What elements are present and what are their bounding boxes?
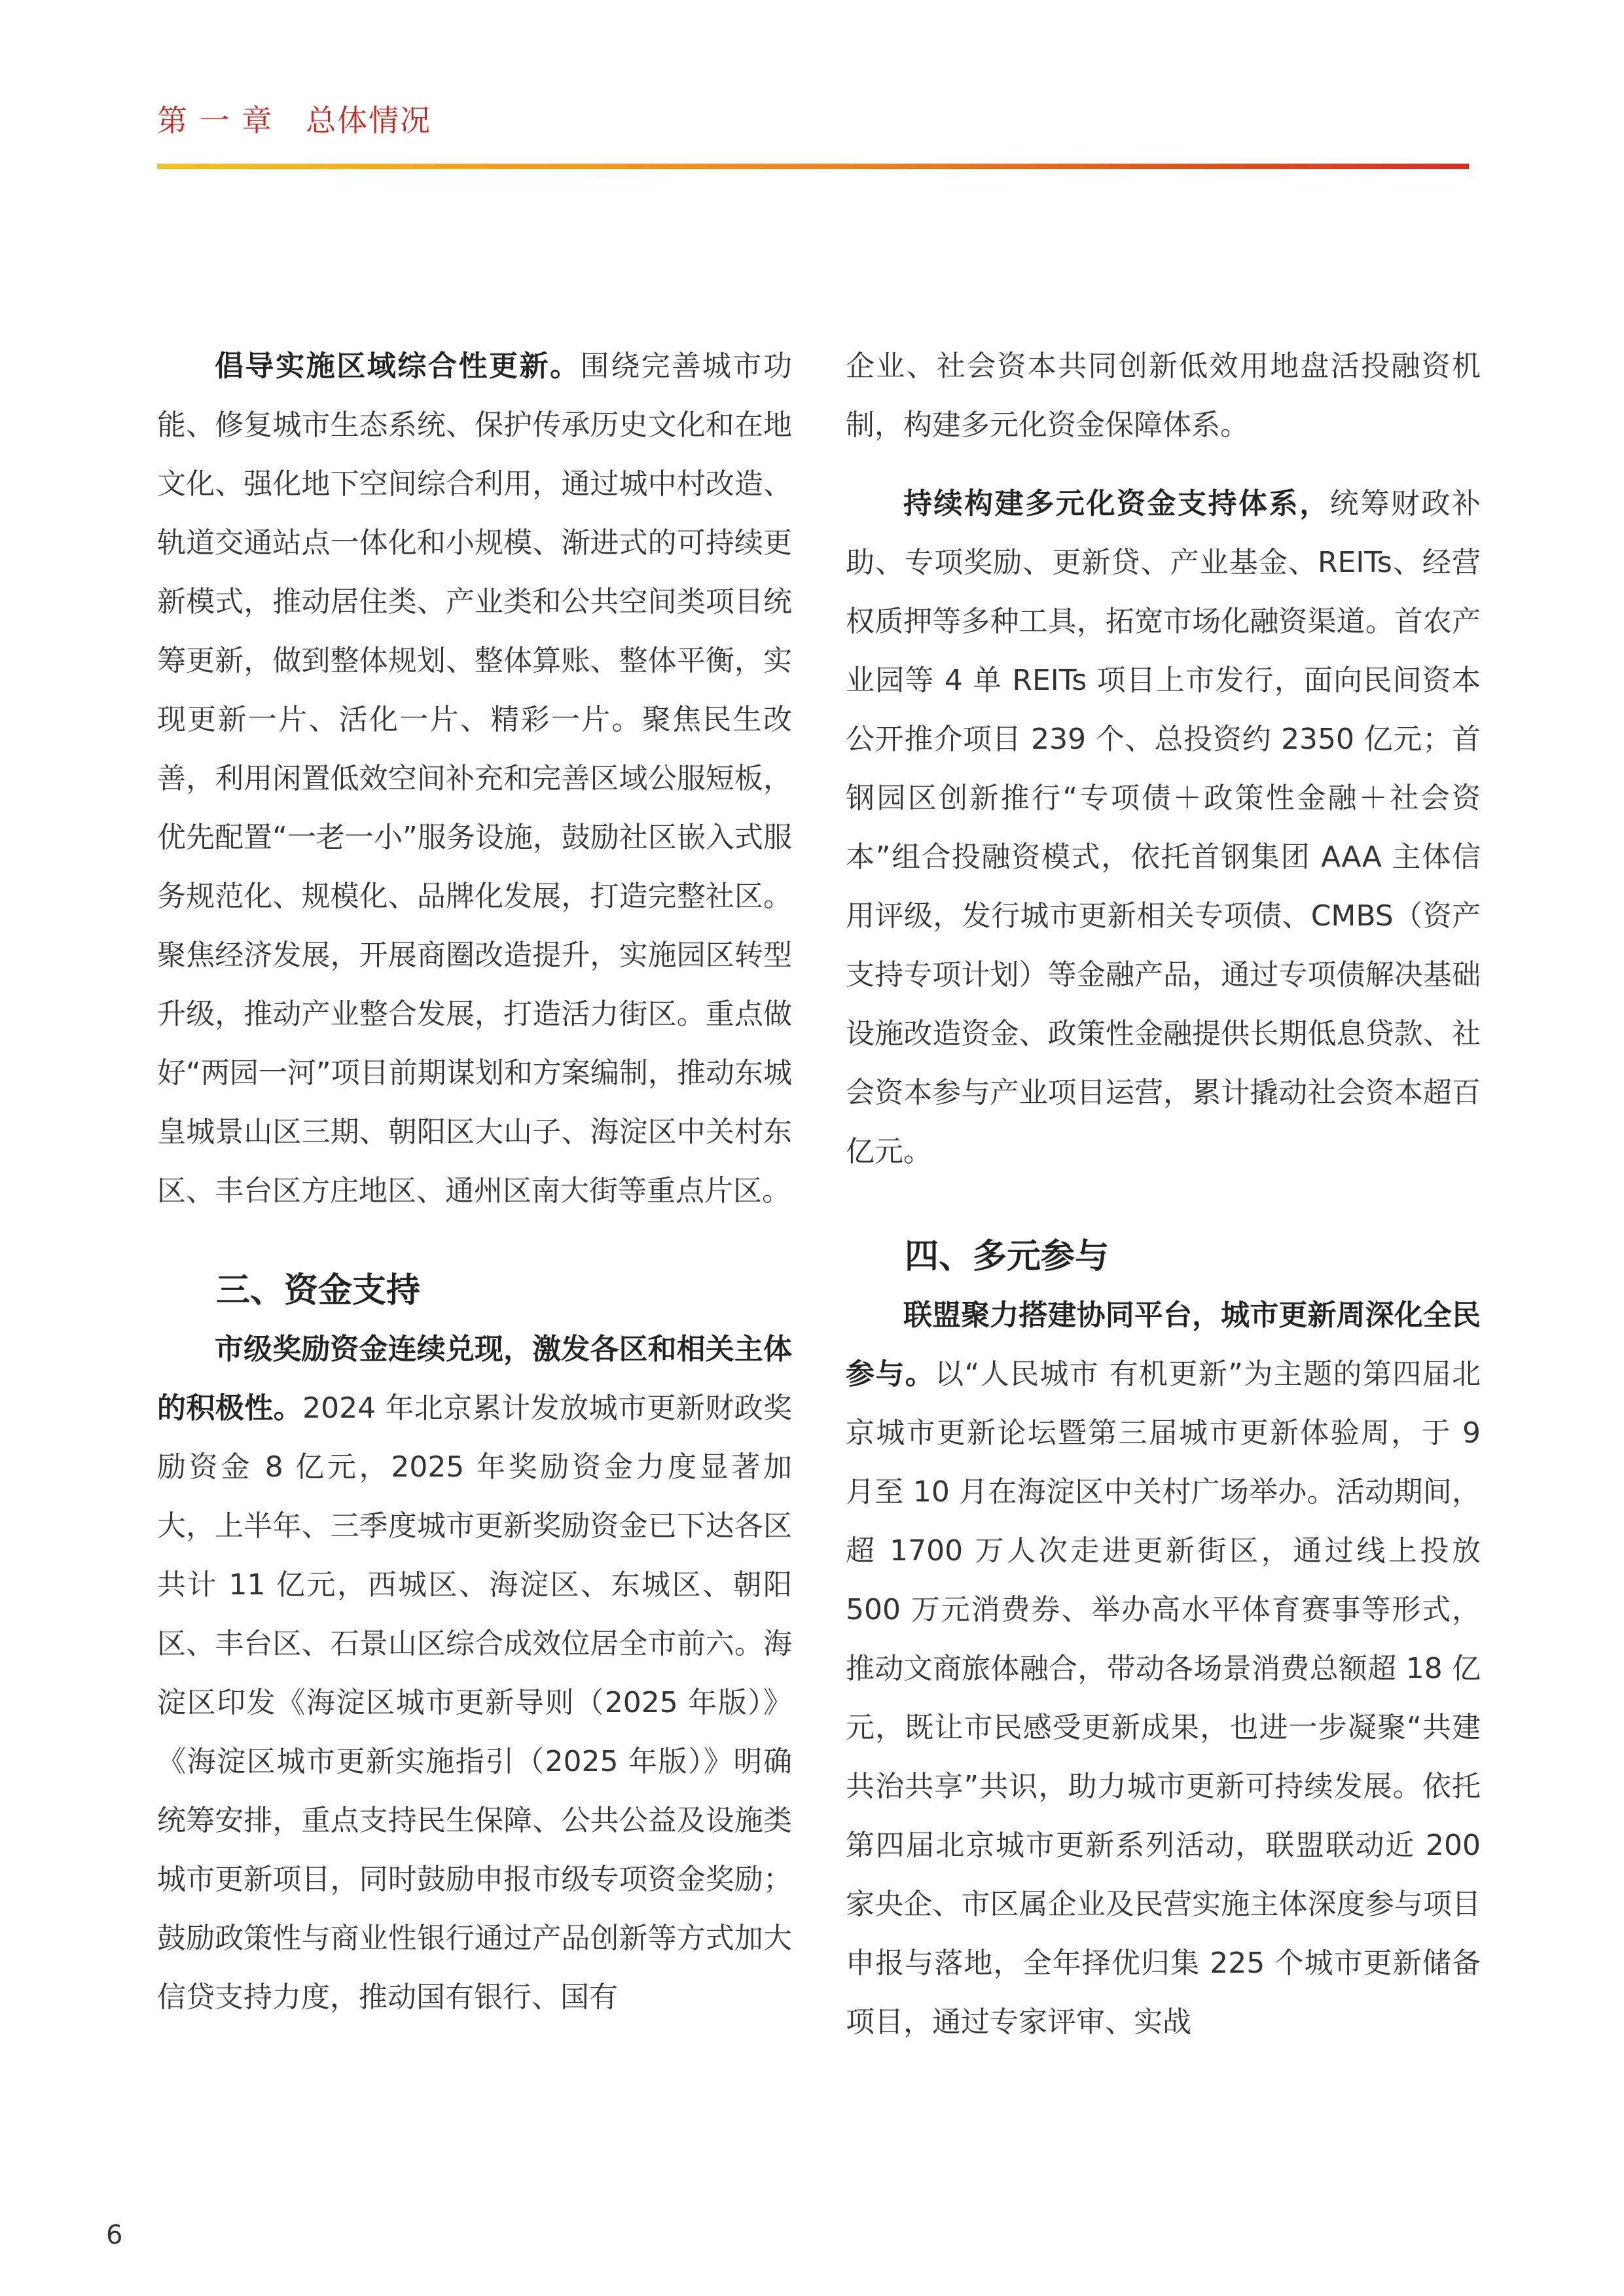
paragraph-text: 统筹财政补助、专项奖励、更新贷、产业基金、REITs、经营权质押等多种工具，拓宽市场化融资渠道。首农产业园等 4 单 REITs 项目上市发行，面向民间资本公开推介项目 239 个、总投资约 2350 亿元；首钢园区创新推行“专项债＋政策性金融＋社会资本”组合投融资模式，依托首钢集团 AAA 主体信用评级，发行城市更新相关专项债、CMBS（资产支持专项计划）等金融产品，通过专项债解决基础设施改造资金、政策性金融提供长期低息贷款、社会资本参与产业项目运营，累计撬动社会资本超百亿元。 <box>846 487 1481 1168</box>
paragraph-lead: 市级奖励资金连续兑现，激发各区和相关主体的积极性。 <box>157 1333 792 1425</box>
paragraph-alliance-platform <box>846 1286 1481 2052</box>
page-number: 6 <box>106 2220 123 2250</box>
paragraph-lead: 联盟聚力搭建协同平台，城市更新周深化全民参与。 <box>846 1299 1481 1391</box>
paragraph-municipal-rewards <box>157 1320 792 2027</box>
paragraph-diversified-funding <box>846 475 1481 1181</box>
paragraph-lead: 持续构建多元化资金支持体系， <box>903 487 1330 520</box>
paragraph-text: 围绕完善城市功能、修复城市生态系统、保护传承历史文化和在地文化、强化地下空间综合利用，通过城中村改造、轨道交通站点一体化和小规模、渐进式的可持续更新模式，推动居住类、产业类和公共空间类项目统筹更新，做到整体规划、整体算账、整体平衡，实现更新一片、活化一片、精彩一片。聚焦民生改善，利用闲置低效空间补充和完善区域公服短板，优先配置“一老一小”服务设施，鼓励社区嵌入式服务规范化、规模化、品牌化发展，打造完整社区。聚焦经济发展，开展商圈改造提升，实施园区转型升级，推动产业整合发展，打造活力街区。重点做好“两园一河”项目前期谋划和方案编制，推动东城皇城景山区三期、朝阳区大山子、海淀区中关村东区、丰台区方庄地区、通州区南大街等重点片区。 <box>157 350 793 1208</box>
paragraph-regional-renewal <box>157 337 792 1221</box>
section-heading-participation: 四、多元参与 <box>905 1237 1110 1276</box>
chapter-title: 第 一 章 总体情况 <box>157 103 432 138</box>
paragraph-continued: 企业、社会资本共同创新低效用地盘活投融资机制，构建多元化资金保障体系。 <box>846 350 1481 442</box>
header-divider <box>157 164 1469 169</box>
paragraph-lead: 倡导实施区域综合性更新。 <box>215 350 581 383</box>
paragraph-text: 2024 年北京累计发放城市更新财政奖励资金 8 亿元，2025 年奖励资金力度显著加大，上半年、三季度城市更新奖励资金已下达各区共计 11 亿元，西城区、海淀区、东城区、朝阳区、丰台区、石景山区综合成效位居全市前六。海淀区印发《海淀区城市更新导则（2025 年版）》《海淀区城市更新实施指引（2025 年版）》明确统筹安排，重点支持民生保障、公共公益及设施类城市更新项目，同时鼓励申报市级专项资金奖励；鼓励政策性与商业性银行通过产品创新等方式加大信贷支持力度，推动国有银行、国有 <box>157 1391 793 2014</box>
right-column <box>846 337 1481 2052</box>
section-heading-funding: 三、资金支持 <box>216 1271 421 1310</box>
left-column <box>157 337 792 2027</box>
paragraph-text: 以“人民城市 有机更新”为主题的第四届北京城市更新论坛暨第三届城市更新体验周，于 9 月至 10 月在海淀区中关村广场举办。活动期间，超 1700 万人次走进更新街区，通过线上投放 500 万元消费券、举办高水平体育赛事等形式，推动文商旅体融合，带动各场景消费总额超 18 亿元，既让市民感受更新成果，也进一步凝聚“共建共治共享”共识，助力城市更新可持续发展。依托第四届北京城市更新系列活动，联盟联动近 200 家央企、市区属企业及民营实施主体深度参与项目申报与落地，全年择优归集 225 个城市更新储备项目，通过专家评审、实战 <box>846 1357 1481 2039</box>
paragraph-gap <box>846 455 1481 475</box>
